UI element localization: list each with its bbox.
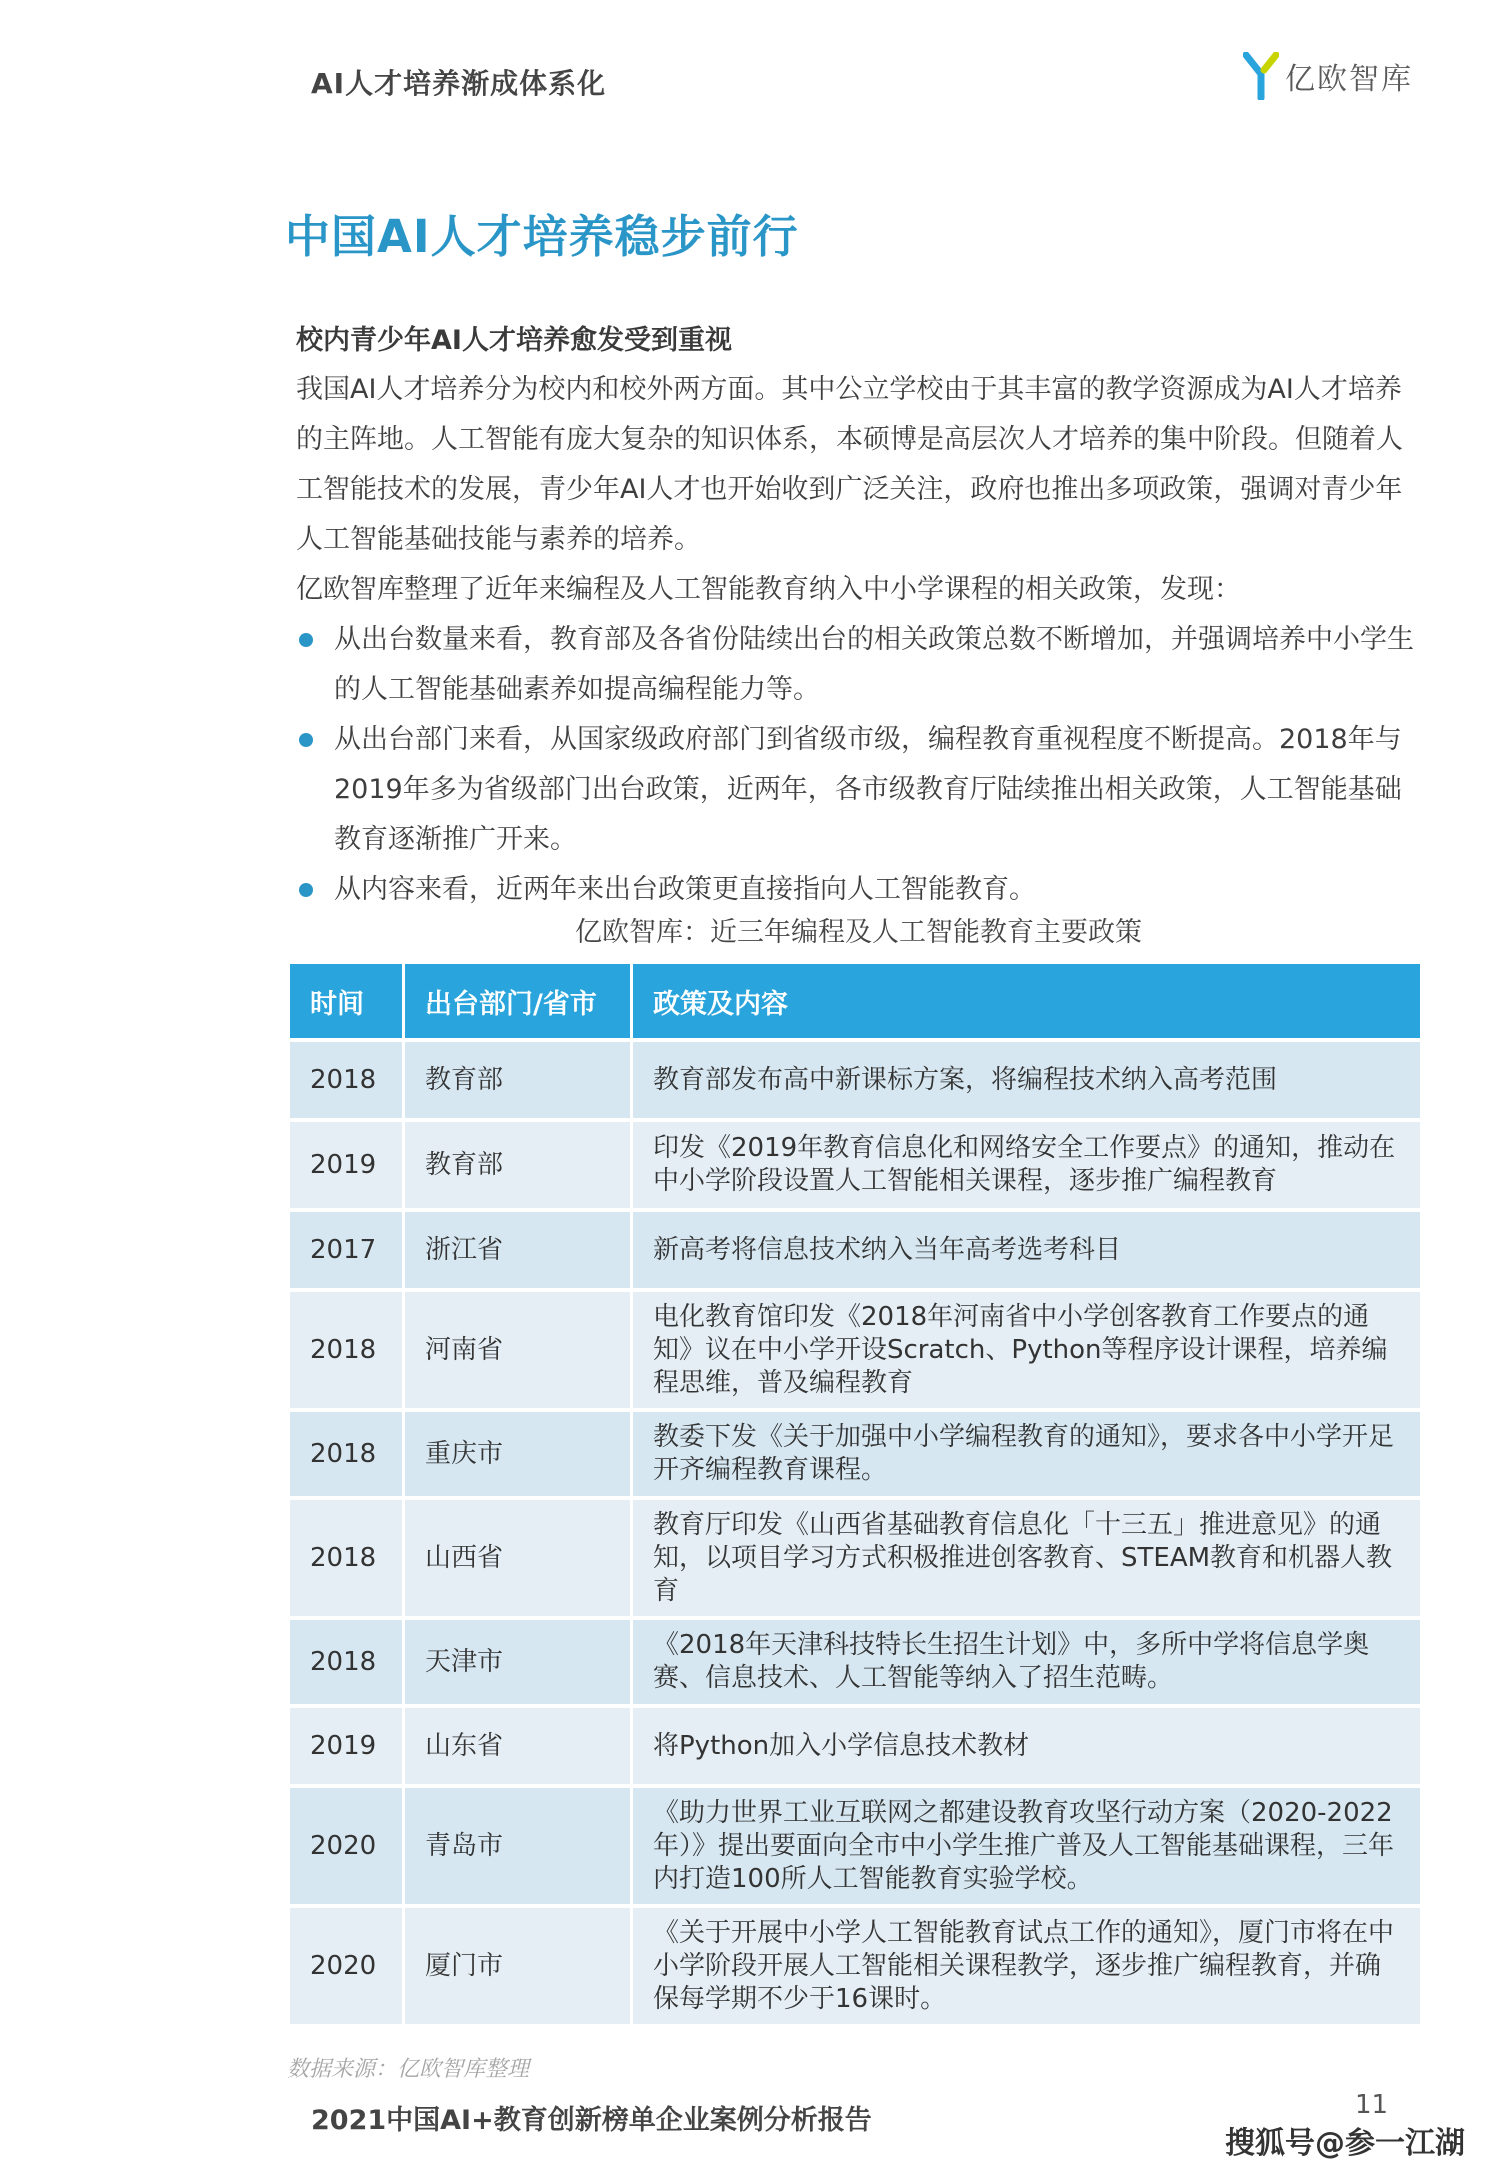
list-item-text: 从出台数量来看，教育部及各省份陆续出台的相关政策总数不断增加，并强调培养中小学生的人工智能基础素养如提高编程能力等。 (334, 624, 1414, 705)
findings-list (296, 615, 1421, 915)
table-row (290, 1412, 1420, 1496)
logo-text: 亿欧智库 (1285, 62, 1413, 97)
cell-year: 2020 (290, 1788, 405, 1904)
header-title: AI人才培养渐成体系化 (311, 67, 607, 100)
list-item (296, 715, 1421, 865)
cell-policy: 教委下发《关于加强中小学编程教育的通知》，要求各中小学开足开齐编程教育课程。 (633, 1412, 1420, 1496)
cell-year: 2018 (290, 1620, 405, 1704)
list-item-text: 从内容来看，近两年来出台政策更直接指向人工智能教育。 (334, 874, 1036, 905)
data-source-note: 数据来源：亿欧智库整理 (287, 2057, 530, 2082)
cell-policy: 电化教育馆印发《2018年河南省中小学创客教育工作要点的通知》议在中小学开设Scratch、Python等程序设计课程，培养编程思维，普及编程教育 (633, 1292, 1420, 1408)
table-row (290, 1122, 1420, 1208)
cell-department: 青岛市 (405, 1788, 633, 1904)
cell-department: 教育部 (405, 1042, 633, 1118)
cell-year: 2018 (290, 1042, 405, 1118)
footer-report-title: 2021中国AI+教育创新榜单企业案例分析报告 (311, 2105, 872, 2136)
cell-policy: 新高考将信息技术纳入当年高考选考科目 (633, 1212, 1420, 1288)
table-row (290, 1788, 1420, 1904)
cell-year: 2019 (290, 1708, 405, 1784)
policy-table (290, 960, 1420, 2028)
list-item-text: 从出台部门来看，从国家级政府部门到省级市级，编程教育重视程度不断提高。2018年与2019年多为省级部门出台政策，近两年，各市级教育厅陆续推出相关政策，人工智能基础教育逐渐推广开来。 (334, 724, 1402, 855)
list-item (296, 615, 1421, 715)
bullet-dot-icon (299, 883, 313, 897)
cell-year: 2018 (290, 1500, 405, 1616)
table-row (290, 1212, 1420, 1288)
table-header-row (290, 964, 1420, 1038)
column-header-policy: 政策及内容 (633, 964, 1420, 1038)
column-header-time: 时间 (290, 964, 405, 1038)
cell-department: 天津市 (405, 1620, 633, 1704)
cell-department: 重庆市 (405, 1412, 633, 1496)
cell-policy: 《助力世界工业互联网之都建设教育攻坚行动方案（2020-2022年）》提出要面向全市中小学生推广普及人工智能基础课程，三年内打造100所人工智能教育实验学校。 (633, 1788, 1420, 1904)
table-row (290, 1042, 1420, 1118)
brand-logo (1243, 52, 1413, 100)
cell-policy: 教育部发布高中新课标方案，将编程技术纳入高考范围 (633, 1042, 1420, 1118)
yiou-logo-icon (1243, 52, 1279, 100)
cell-policy: 《关于开展中小学人工智能教育试点工作的通知》，厦门市将在中小学阶段开展人工智能相关课程教学，逐步推广编程教育，并确保每学期不少于16课时。 (633, 1908, 1420, 2024)
watermark-text: 搜狐号@参一江湖 (1225, 2126, 1465, 2161)
bullet-dot-icon (299, 633, 313, 647)
cell-policy: 《2018年天津科技特长生招生计划》中，多所中学将信息学奥赛、信息技术、人工智能等纳入了招生范畴。 (633, 1620, 1420, 1704)
table-caption: 亿欧智库：近三年编程及人工智能教育主要政策 (575, 917, 1142, 948)
intro-paragraph: 我国AI人才培养分为校内和校外两方面。其中公立学校由于其丰富的教学资源成为AI人才培养的主阵地。人工智能有庞大复杂的知识体系，本硕博是高层次人才培养的集中阶段。但随着人工智能技术的发展，青少年AI人才也开始收到广泛关注，政府也推出多项政策，强调对青少年人工智能基础技能与素养的培养。 (296, 374, 1403, 555)
cell-department: 山西省 (405, 1500, 633, 1616)
cell-year: 2017 (290, 1212, 405, 1288)
table-row (290, 1708, 1420, 1784)
cell-year: 2018 (290, 1412, 405, 1496)
page-number: 11 (1355, 2090, 1389, 2120)
section-heading: 校内青少年AI人才培养愈发受到重视 (296, 325, 732, 356)
cell-year: 2019 (290, 1122, 405, 1208)
cell-policy: 将Python加入小学信息技术教材 (633, 1708, 1420, 1784)
table-row (290, 1620, 1420, 1704)
cell-policy: 印发《2019年教育信息化和网络安全工作要点》的通知，推动在中小学阶段设置人工智能相关课程，逐步推广编程教育 (633, 1122, 1420, 1208)
table-row (290, 1908, 1420, 2024)
cell-department: 浙江省 (405, 1212, 633, 1288)
cell-year: 2020 (290, 1908, 405, 2024)
cell-department: 河南省 (405, 1292, 633, 1408)
cell-department: 教育部 (405, 1122, 633, 1208)
cell-year: 2018 (290, 1292, 405, 1408)
table-row (290, 1292, 1420, 1408)
cell-department: 厦门市 (405, 1908, 633, 2024)
page-title: 中国AI人才培养稳步前行 (285, 210, 799, 263)
cell-department: 山东省 (405, 1708, 633, 1784)
table-row (290, 1500, 1420, 1616)
bullet-dot-icon (299, 733, 313, 747)
list-item (296, 865, 1421, 915)
findings-intro: 亿欧智库整理了近年来编程及人工智能教育纳入中小学课程的相关政策，发现： (296, 574, 1241, 605)
column-header-department: 出台部门/省市 (405, 964, 633, 1038)
cell-policy: 教育厅印发《山西省基础教育信息化「十三五」推进意见》的通知，以项目学习方式积极推进创客教育、STEAM教育和机器人教育 (633, 1500, 1420, 1616)
